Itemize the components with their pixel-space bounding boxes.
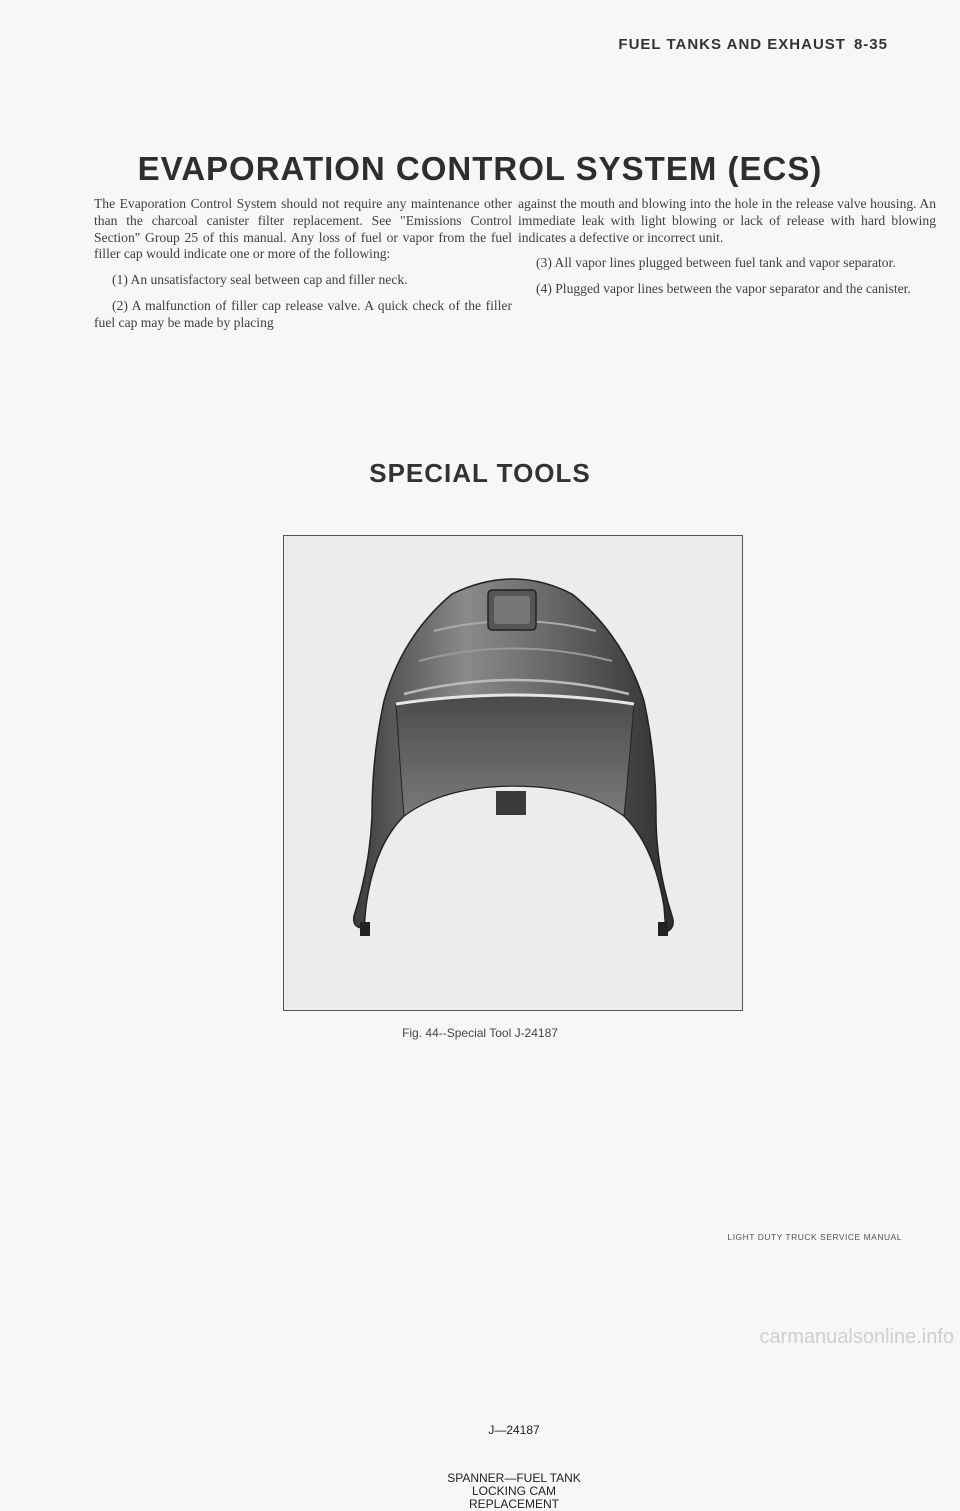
paragraph: (2) A malfunction of filler cap release valve. A quick check of the filler fuel cap may be made by placing [94, 297, 512, 330]
page-number: 8-35 [853, 36, 888, 53]
section-heading: SPECIAL TOOLS [369, 458, 591, 488]
section-title: FUEL TANKS AND EXHAUST [618, 36, 846, 53]
right-column [518, 196, 936, 307]
left-column [94, 196, 512, 341]
tool-description-line: REPLACEMENT [468, 1497, 560, 1511]
paragraph: (4) Plugged vapor lines between the vapor separator and the canister. [536, 281, 911, 297]
page-footer: LIGHT DUTY TRUCK SERVICE MANUAL [727, 1232, 902, 1242]
tool-description-line: LOCKING CAM [471, 1484, 556, 1498]
watermark: carmanualsonline.info [759, 1326, 954, 1348]
paragraph: against the mouth and blowing into the hole in the release valve housing. An immediate leak with light blowing or lack of release with hard blowing indicates a defective or incorrect unit. [518, 196, 936, 245]
tool-description-line: SPANNER—FUEL TANK [447, 1471, 581, 1485]
tool-description [284, 1472, 744, 1511]
page-header [618, 36, 888, 53]
paragraph: The Evaporation Control System should not require any maintenance other than the charcoal canister filter replacement. See "Emissions Control Section" Group 25 of this manual. Any loss of fuel or vapor from the fuel filler cap would indicate one or more of the following: [94, 196, 512, 262]
paragraph: (1) An unsatisfactory seal between cap and filler neck. [112, 272, 408, 288]
page-title: EVAPORATION CONTROL SYSTEM (ECS) [137, 150, 823, 187]
figure-caption: Fig. 44--Special Tool J-24187 [402, 1026, 558, 1040]
paragraph: (3) All vapor lines plugged between fuel tank and vapor separator. [536, 255, 896, 271]
spanner-tool-illustration [284, 536, 744, 1012]
part-number-label: J—24187 [488, 1423, 540, 1437]
